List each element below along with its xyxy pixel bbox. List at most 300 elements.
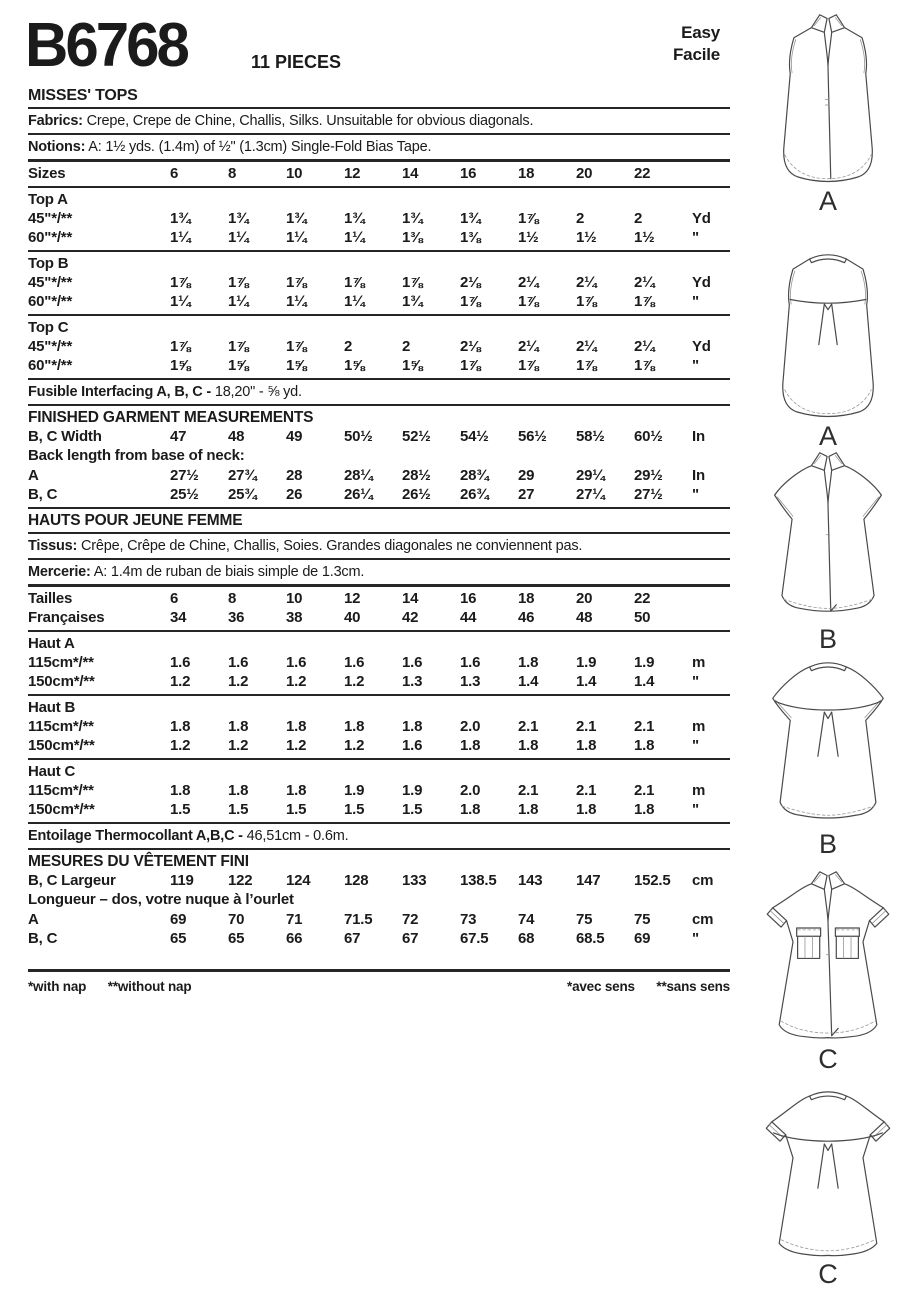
value-cell: 1⅞ <box>460 293 481 310</box>
row-label: Françaises <box>28 609 105 626</box>
rule <box>28 558 730 560</box>
value-cell: 67 <box>402 930 419 947</box>
value-cell: 44 <box>460 609 477 626</box>
value-cell: 1½ <box>518 229 539 246</box>
row-label: B, C <box>28 486 58 503</box>
value-cell: 1.4 <box>634 673 655 690</box>
value-cell: 1⅞ <box>402 273 423 291</box>
footnote-sans-sens: **sans sens <box>656 978 730 994</box>
value-cell: 1.9 <box>344 781 365 799</box>
rule <box>28 404 730 406</box>
value-cell: 1⅞ <box>286 337 307 355</box>
value-cell: 1¼ <box>344 229 365 246</box>
value-cell: 2 <box>576 209 585 227</box>
value-cell: 71.5 <box>344 910 373 928</box>
value-cell: 58½ <box>576 427 605 445</box>
value-cell: 1.6 <box>170 653 191 671</box>
row-label: 45"*/** <box>28 273 73 291</box>
unit-cell: " <box>692 357 699 374</box>
value-cell: 1.9 <box>634 653 655 671</box>
unit-cell: " <box>692 930 699 947</box>
value-cell: 133 <box>402 871 427 889</box>
value-cell: 2 <box>402 337 411 355</box>
table-row <box>28 890 730 910</box>
value-cell: 2⅛ <box>460 337 481 355</box>
table-row <box>28 781 730 801</box>
value-cell: 28½ <box>402 466 431 484</box>
value-cell: 6 <box>170 165 179 182</box>
value-cell: 2.0 <box>460 781 481 799</box>
value-cell: 36 <box>228 609 245 626</box>
value-cell: 1.8 <box>576 801 597 818</box>
row-label: 115cm*/** <box>28 781 94 799</box>
table-row <box>28 485 730 505</box>
value-cell: 56½ <box>518 427 547 445</box>
rule <box>28 758 730 760</box>
value-cell: 1¼ <box>170 293 191 310</box>
view-label: A <box>818 186 837 216</box>
row-label: B, C Width <box>28 427 102 445</box>
value-cell: 1¾ <box>344 209 365 227</box>
unit-cell: Yd <box>692 273 711 291</box>
row-subheading: Longueur – dos, votre nuque à l’ourlet <box>28 891 294 908</box>
mercerie-label: Mercerie: <box>28 563 91 580</box>
value-cell: 6 <box>170 589 179 607</box>
value-cell: 1.4 <box>518 673 539 690</box>
value-cell: 28¾ <box>460 466 489 484</box>
value-cell: 1.8 <box>518 801 539 818</box>
view-label: C <box>818 1259 838 1289</box>
value-cell: 27½ <box>170 466 199 484</box>
value-cell: 60½ <box>634 427 663 445</box>
value-cell: 12 <box>344 589 361 607</box>
notions-line <box>28 137 730 157</box>
garment-group-heading: Top B <box>28 254 69 272</box>
rule <box>28 133 730 135</box>
value-cell: 12 <box>344 165 361 182</box>
value-cell: 2⅛ <box>460 273 481 291</box>
fabrics-line <box>28 111 730 131</box>
difficulty-badge <box>673 22 720 67</box>
value-cell: 20 <box>576 589 593 607</box>
value-cell: 1¼ <box>228 229 249 246</box>
unit-cell: cm <box>692 910 714 928</box>
tissus-text: Crêpe, Crêpe de Chine, Challis, Soies. Grandes diagonales ne conviennent pas. <box>80 537 583 554</box>
value-cell: 70 <box>228 910 245 928</box>
unit-cell: In <box>692 427 705 445</box>
value-cell: 1⅞ <box>576 293 597 310</box>
value-cell: 10 <box>286 165 303 182</box>
main-column <box>25 0 730 994</box>
value-cell: 1.8 <box>286 717 307 735</box>
table-row <box>28 800 730 820</box>
value-cell: 1.2 <box>286 737 307 754</box>
value-cell: 1.9 <box>576 653 597 671</box>
category-title: MISSES' TOPS <box>28 87 138 104</box>
value-cell: 27 <box>518 486 535 503</box>
value-cell: 1.8 <box>286 781 307 799</box>
footnotes-english <box>28 979 191 994</box>
value-cell: 1.9 <box>402 781 423 799</box>
value-cell: 1⅞ <box>228 337 249 355</box>
value-cell: 26¼ <box>344 486 373 503</box>
row-label: 60"*/** <box>28 293 73 310</box>
value-cell: 40 <box>344 609 361 626</box>
table-row <box>28 427 730 447</box>
value-cell: 1.2 <box>286 673 307 690</box>
rule <box>28 507 730 509</box>
value-cell: 1⅞ <box>518 357 539 374</box>
value-cell: 50½ <box>344 427 373 445</box>
rule <box>28 250 730 252</box>
unit-cell: m <box>692 781 706 799</box>
value-cell: 1.8 <box>402 717 423 735</box>
value-cell: 1.8 <box>170 781 191 799</box>
rule <box>28 822 730 824</box>
footnote-with-nap: *with nap <box>28 978 87 994</box>
row-label: 150cm*/** <box>28 737 95 754</box>
value-cell: 46 <box>518 609 535 626</box>
value-cell: 1¾ <box>228 209 249 227</box>
view-label: C <box>818 1044 838 1074</box>
rule-thick <box>28 969 730 972</box>
value-cell: 128 <box>344 871 369 889</box>
value-cell: 1.3 <box>460 673 481 690</box>
garment-group-heading: Haut A <box>28 634 75 652</box>
value-cell: 1.8 <box>576 737 597 754</box>
yardage-table-french <box>28 630 730 820</box>
value-cell: 147 <box>576 871 601 889</box>
view-b-front-drawing <box>748 450 908 625</box>
unit-cell: m <box>692 717 706 735</box>
value-cell: 1.8 <box>634 737 655 754</box>
entoilage-text: 46,51cm - 0.6m. <box>246 827 349 844</box>
table-row <box>28 273 730 293</box>
value-cell: 14 <box>402 165 419 182</box>
view-a-back-drawing <box>748 247 908 422</box>
garment-views-column <box>742 0 914 1288</box>
value-cell: 2.1 <box>634 781 655 799</box>
value-cell: 48 <box>228 427 245 445</box>
notions-text: A: 1½ yds. (1.4m) of ½" (1.3cm) Single-Fold Bias Tape. <box>88 139 432 155</box>
footnote-without-nap: **without nap <box>107 978 192 994</box>
value-cell: 1.2 <box>344 673 365 690</box>
row-label: B, C Largeur <box>28 871 116 889</box>
value-cell: 16 <box>460 589 477 607</box>
value-cell: 27½ <box>634 486 663 503</box>
value-cell: 1⅞ <box>518 293 539 310</box>
row-label: 45"*/** <box>28 209 73 227</box>
value-cell: 26¾ <box>460 486 489 503</box>
table-row <box>28 356 730 376</box>
value-cell: 67.5 <box>460 930 489 947</box>
view-c-back-drawing <box>748 1085 908 1260</box>
finished-measurements-table <box>28 427 730 505</box>
row-subheading: Back length from base of neck: <box>28 447 245 464</box>
value-cell: 68 <box>518 930 535 947</box>
value-cell: 2.1 <box>576 717 597 735</box>
value-cell: 1¾ <box>170 209 191 227</box>
value-cell: 1¾ <box>286 209 307 227</box>
value-cell: 2¼ <box>634 273 655 291</box>
value-cell: 69 <box>170 910 187 928</box>
value-cell: 2 <box>344 337 353 355</box>
figure-view-c-back <box>742 1085 914 1288</box>
rule-thick <box>28 159 730 162</box>
value-cell: 1⅞ <box>170 273 191 291</box>
value-cell: 26½ <box>402 486 431 503</box>
value-cell: 25¾ <box>228 486 257 503</box>
table-row <box>28 292 730 312</box>
value-cell: 1.8 <box>228 717 249 735</box>
value-cell: 47 <box>170 427 187 445</box>
unit-cell: " <box>692 229 699 246</box>
value-cell: 54½ <box>460 427 489 445</box>
value-cell: 22 <box>634 589 651 607</box>
tissus-line <box>28 536 730 556</box>
value-cell: 71 <box>286 910 303 928</box>
value-cell: 29½ <box>634 466 663 484</box>
value-cell: 1.8 <box>634 801 655 818</box>
value-cell: 1¼ <box>286 293 307 310</box>
value-cell: 75 <box>634 910 651 928</box>
french-section-heading: HAUTS POUR JEUNE FEMME <box>28 511 243 529</box>
value-cell: 1.2 <box>344 737 365 754</box>
view-label: B <box>818 829 837 859</box>
row-label: 150cm*/** <box>28 801 95 818</box>
value-cell: 73 <box>460 910 477 928</box>
value-cell: 49 <box>286 427 303 445</box>
footnote-avec-sens: *avec sens <box>567 978 635 994</box>
value-cell: 27¼ <box>576 486 605 503</box>
pieces-count: 11 PIECES <box>251 52 342 72</box>
figure-view-a-front <box>742 12 914 215</box>
value-cell: 1.5 <box>402 801 423 818</box>
value-cell: 1⅞ <box>634 293 655 310</box>
tailles-header-rows <box>28 589 730 628</box>
value-cell: 1⅝ <box>344 357 365 374</box>
garment-group-heading: Top C <box>28 318 69 336</box>
value-cell: 2 <box>634 209 643 227</box>
value-cell: 8 <box>228 589 237 607</box>
row-label: 150cm*/** <box>28 673 95 690</box>
value-cell: 28¼ <box>344 466 373 484</box>
view-a-front-drawing <box>748 12 908 187</box>
mercerie-text: A: 1.4m de ruban de biais simple de 1.3cm. <box>93 563 365 580</box>
value-cell: 25½ <box>170 486 199 503</box>
value-cell: 2¼ <box>576 273 597 291</box>
value-cell: 1⅞ <box>228 273 249 291</box>
value-cell: 1.4 <box>576 673 597 690</box>
unit-cell: cm <box>692 871 714 889</box>
interfacing-line <box>28 382 730 402</box>
table-row <box>28 717 730 737</box>
value-cell: 1.6 <box>460 653 481 671</box>
value-cell: 48 <box>576 609 593 626</box>
unit-cell: m <box>692 653 706 671</box>
fabrics-label: Fabrics: <box>28 113 83 129</box>
value-cell: 1⅞ <box>170 337 191 355</box>
value-cell: 1.8 <box>460 801 481 818</box>
value-cell: 27¾ <box>228 466 257 484</box>
table-row <box>28 929 730 949</box>
value-cell: 2¼ <box>634 337 655 355</box>
value-cell: 1.6 <box>402 737 423 754</box>
mesures-heading: MESURES DU VÊTEMENT FINI <box>28 852 249 870</box>
value-cell: 20 <box>576 165 593 182</box>
value-cell: 1¼ <box>344 293 365 310</box>
row-label: 115cm*/** <box>28 717 94 735</box>
unit-cell: Yd <box>692 337 711 355</box>
unit-cell: " <box>692 801 699 818</box>
value-cell: 26 <box>286 486 303 503</box>
value-cell: 66 <box>286 930 303 947</box>
entoilage-label: Entoilage Thermocollant A,B,C - <box>28 827 243 844</box>
interfacing-label: Fusible Interfacing A, B, C - <box>28 383 211 400</box>
value-cell: 1.6 <box>286 653 307 671</box>
row-label: 115cm*/** <box>28 653 94 671</box>
value-cell: 1⅜ <box>460 229 481 246</box>
row-label: Sizes <box>28 165 66 182</box>
value-cell: 1⅞ <box>460 357 481 374</box>
value-cell: 1¼ <box>170 229 191 246</box>
fabrics-text: Crepe, Crepe de Chine, Challis, Silks. Unsuitable for obvious diagonals. <box>86 113 534 129</box>
value-cell: 119 <box>170 871 194 889</box>
value-cell: 2.1 <box>518 717 539 735</box>
value-cell: 38 <box>286 609 303 626</box>
value-cell: 29¼ <box>576 466 605 484</box>
table-row <box>28 910 730 930</box>
value-cell: 75 <box>576 910 593 928</box>
value-cell: 1.5 <box>286 801 307 818</box>
value-cell: 1.2 <box>228 737 249 754</box>
spacer <box>28 949 730 967</box>
tissus-label: Tissus: <box>28 537 78 554</box>
header <box>25 0 730 86</box>
value-cell: 1⅝ <box>170 357 191 374</box>
footnotes <box>28 974 730 994</box>
value-cell: 18 <box>518 589 535 607</box>
value-cell: 1.8 <box>518 737 539 754</box>
table-row <box>28 653 730 673</box>
value-cell: 67 <box>344 930 361 947</box>
value-cell: 1.5 <box>170 801 191 818</box>
table-row <box>28 446 730 466</box>
value-cell: 50 <box>634 609 651 626</box>
difficulty-french: Facile <box>673 45 720 65</box>
rule <box>28 378 730 380</box>
value-cell: 1.8 <box>460 737 481 754</box>
view-b-back-drawing <box>748 655 908 830</box>
value-cell: 1½ <box>634 229 655 246</box>
value-cell: 65 <box>170 930 187 947</box>
unit-cell: " <box>692 293 699 310</box>
value-cell: 1¾ <box>402 293 423 310</box>
unit-cell: " <box>692 737 699 754</box>
value-cell: 143 <box>518 871 543 889</box>
value-cell: 29 <box>518 466 535 484</box>
value-cell: 2.1 <box>634 717 655 735</box>
value-cell: 34 <box>170 609 187 626</box>
value-cell: 10 <box>286 589 303 607</box>
value-cell: 2¼ <box>518 273 539 291</box>
unit-cell: " <box>692 673 699 690</box>
row-label: A <box>28 466 39 484</box>
difficulty-english: Easy <box>681 23 720 42</box>
value-cell: 74 <box>518 910 535 928</box>
value-cell: 1.2 <box>170 737 191 754</box>
footnotes-french <box>567 979 730 994</box>
mesures-table <box>28 871 730 949</box>
value-cell: 1⅞ <box>286 273 307 291</box>
value-cell: 1.5 <box>344 801 365 818</box>
unit-cell: In <box>692 466 705 484</box>
value-cell: 138.5 <box>460 871 497 889</box>
garment-group-heading: Haut B <box>28 698 76 716</box>
value-cell: 1.6 <box>228 653 249 671</box>
row-label: A <box>28 910 39 928</box>
pattern-number: B6768 <box>25 9 187 80</box>
value-cell: 1⅝ <box>402 357 423 374</box>
value-cell: 65 <box>228 930 245 947</box>
rule <box>28 532 730 534</box>
value-cell: 52½ <box>402 427 431 445</box>
rule <box>28 848 730 850</box>
value-cell: 22 <box>634 165 651 182</box>
table-row <box>28 608 730 628</box>
rule <box>28 630 730 632</box>
unit-cell: Yd <box>692 209 711 227</box>
value-cell: 1¾ <box>460 209 481 227</box>
value-cell: 122 <box>228 871 253 889</box>
entoilage-line <box>28 826 730 846</box>
value-cell: 1⅞ <box>344 273 365 291</box>
value-cell: 1½ <box>576 229 597 246</box>
row-label: 60"*/** <box>28 357 73 374</box>
rule <box>28 186 730 188</box>
value-cell: 1.2 <box>170 673 191 690</box>
value-cell: 1⅞ <box>576 357 597 374</box>
table-row <box>28 337 730 357</box>
value-cell: 2¼ <box>576 337 597 355</box>
value-cell: 69 <box>634 930 651 947</box>
value-cell: 1⅝ <box>286 357 307 374</box>
table-row <box>28 466 730 486</box>
value-cell: 68.5 <box>576 930 605 947</box>
value-cell: 28 <box>286 466 303 484</box>
rule <box>28 107 730 109</box>
row-label: 60"*/** <box>28 229 73 246</box>
mercerie-line <box>28 562 730 582</box>
row-label: 45"*/** <box>28 337 73 355</box>
value-cell: 1⅝ <box>228 357 249 374</box>
notions-label: Notions: <box>28 139 86 155</box>
value-cell: 1.8 <box>344 717 365 735</box>
value-cell: 1¼ <box>228 293 249 310</box>
garment-group-heading: Haut C <box>28 762 76 780</box>
rule-thick <box>28 584 730 587</box>
value-cell: 1⅞ <box>634 357 655 374</box>
value-cell: 152.5 <box>634 871 671 889</box>
value-cell: 1.8 <box>170 717 191 735</box>
value-cell: 2¼ <box>518 337 539 355</box>
row-label: Tailles <box>28 589 73 607</box>
value-cell: 2.0 <box>460 717 481 735</box>
figure-view-b-back <box>742 655 914 858</box>
value-cell: 1⅞ <box>518 209 539 227</box>
value-cell: 1¾ <box>402 209 423 227</box>
row-label: B, C <box>28 930 58 947</box>
